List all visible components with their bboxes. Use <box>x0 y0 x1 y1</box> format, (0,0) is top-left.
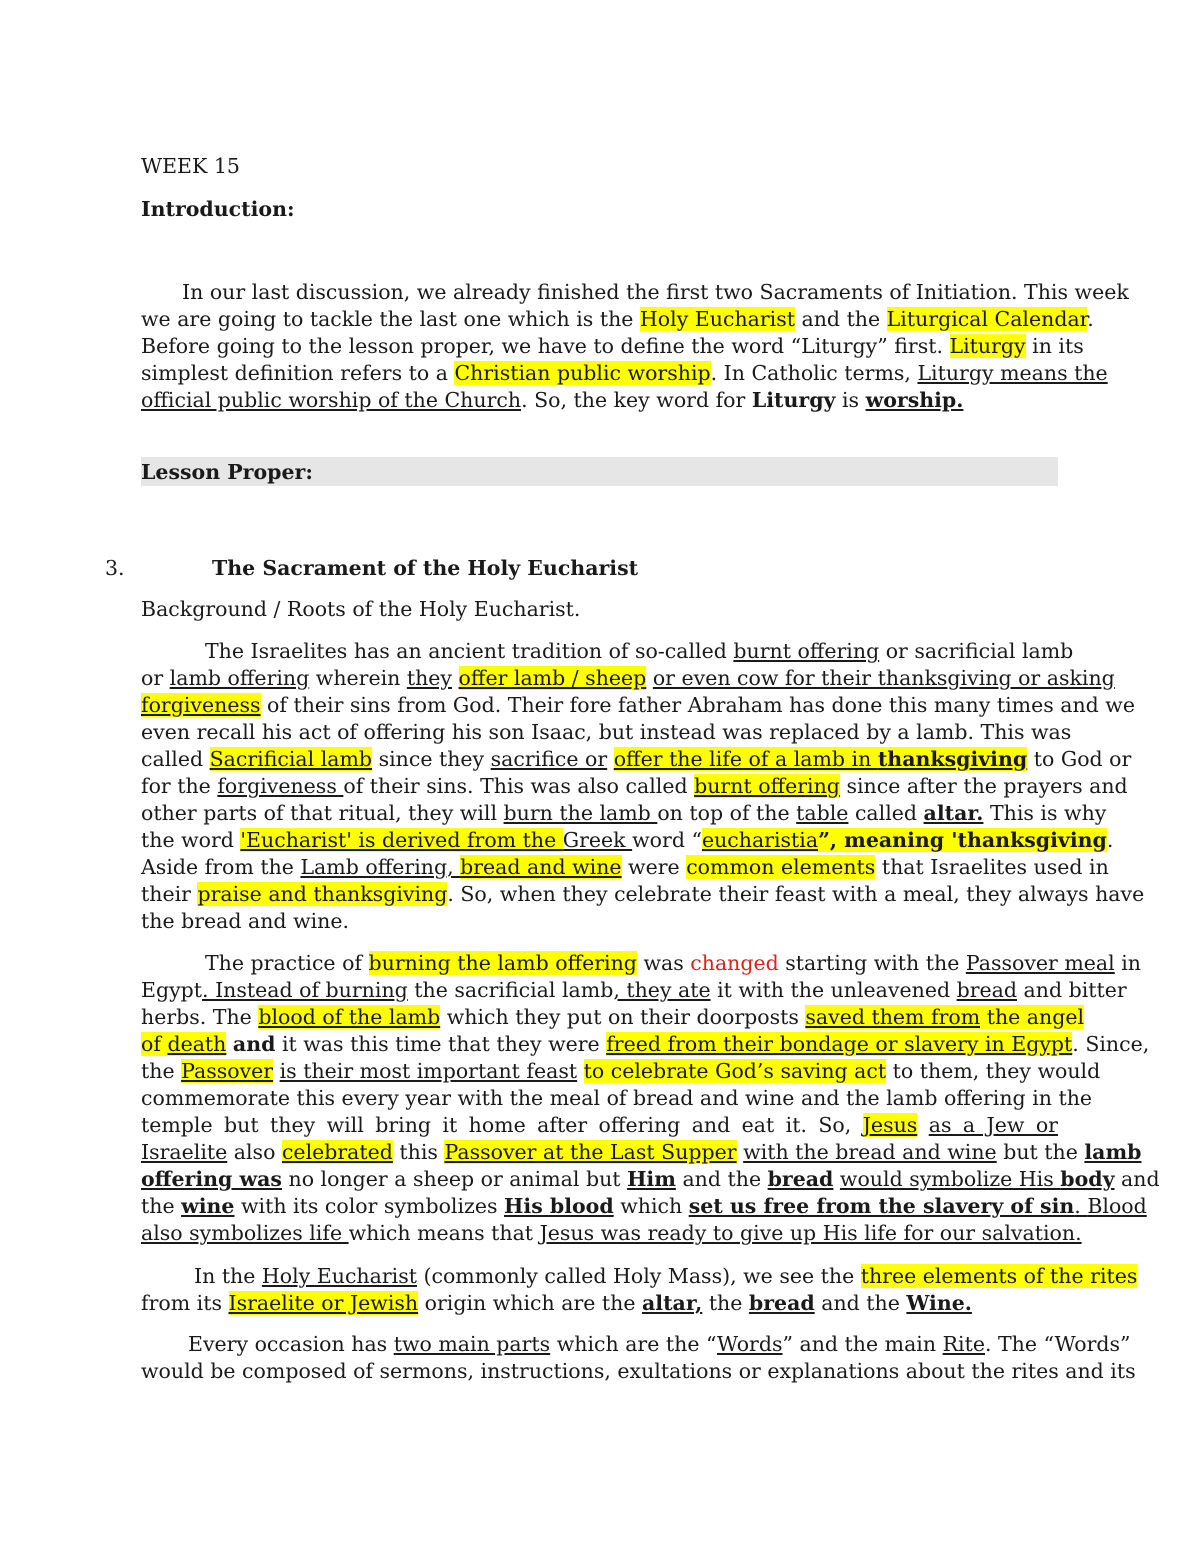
text-run: Passover at the Last Supper <box>444 1140 737 1164</box>
p2-line-1 <box>205 950 1141 977</box>
text-run: . So, the key word for <box>521 388 752 412</box>
text-run: praise and thanksgiving <box>197 882 448 906</box>
text-run: Liturgy means the <box>917 361 1108 385</box>
text-run: offer lamb / sheep <box>458 666 647 690</box>
text-run: origin which are the <box>418 1291 643 1315</box>
text-run: the <box>141 1059 182 1083</box>
text-run: Jesus <box>862 1113 918 1137</box>
intro-line-2 <box>141 306 1094 333</box>
text-run: Rite <box>942 1332 985 1356</box>
text-run: bread <box>767 1167 834 1191</box>
text-run: changed <box>690 951 779 975</box>
text-run: offer the life of a lamb in <box>613 747 878 771</box>
text-run: also <box>227 1140 282 1164</box>
text-run: was <box>636 951 691 975</box>
p3-line-2 <box>141 1290 972 1317</box>
text-run: Greek <box>562 828 633 852</box>
text-run: even recall his act of offering his son Isaac, but instead was replaced by a lamb. This was <box>141 720 1072 744</box>
text-run: celebrated <box>281 1140 393 1164</box>
text-run: other parts of that ritual, they will <box>141 801 504 825</box>
text-run: burnt offering <box>733 639 880 663</box>
text-run: or <box>141 666 170 690</box>
text-run: which <box>613 1194 689 1218</box>
week-label: WEEK 15 <box>141 154 240 178</box>
text-run: table <box>796 801 849 825</box>
text-run: the bread and wine. <box>141 909 350 933</box>
p4-line-1 <box>188 1331 1131 1358</box>
intro-line-1 <box>182 279 1129 306</box>
text-run: burn the lamb <box>503 801 658 825</box>
text-run: would be composed of sermons, instructions, exultations or explanations about the rites and its <box>141 1359 1136 1383</box>
introduction-heading: Introduction: <box>141 197 295 221</box>
section-number: 3. <box>105 556 125 580</box>
text-run: . Instead of burning <box>202 978 408 1002</box>
text-run: we are going to tackle the last one which is the <box>141 307 640 331</box>
p1-line-7 <box>141 800 1107 827</box>
text-run: official public worship of the Church <box>141 388 522 412</box>
text-run: with its color symbolizes <box>234 1194 505 1218</box>
text-run: as a Jew or <box>928 1113 1058 1137</box>
text-run: This is why <box>983 801 1107 825</box>
text-run: and the <box>675 1167 768 1191</box>
text-run: Egypt <box>141 978 203 1002</box>
text-run: of <box>141 1032 168 1056</box>
text-run: Wine. <box>906 1291 972 1315</box>
text-run: Jesus was ready to give up His life for our salvation. <box>539 1221 1082 1245</box>
intro-line-5 <box>141 387 963 414</box>
text-run: is <box>835 388 866 412</box>
text-run: . <box>1074 1194 1088 1218</box>
p2-line-3 <box>141 1004 1085 1031</box>
text-run: to celebrate God’s saving act <box>583 1059 887 1083</box>
text-run: sacrifice or <box>490 747 608 771</box>
text-run: two main parts <box>393 1332 551 1356</box>
text-run: Aside from the <box>141 855 301 879</box>
text-run: blood of the lamb <box>258 1005 441 1029</box>
text-run: . <box>1106 828 1114 852</box>
p3-line-1 <box>194 1263 1138 1290</box>
text-run: they <box>406 666 453 690</box>
text-run: Israelite or Jewish <box>228 1291 419 1315</box>
text-run: . <box>1087 307 1094 331</box>
text-run: since they <box>372 747 491 771</box>
text-run: Christian public worship <box>454 361 711 385</box>
p2-line-9 <box>141 1166 1160 1193</box>
text-run: which are the “ <box>550 1332 718 1356</box>
text-run: the sacrificial lamb <box>407 978 614 1002</box>
text-run: the word <box>141 828 241 852</box>
text-run: temple but they will bring it home after offering and eat it. So, <box>141 1113 863 1137</box>
text-run: in its <box>1025 334 1084 358</box>
text-run: for the <box>141 774 218 798</box>
text-run: which means that <box>348 1221 540 1245</box>
text-run: Words <box>717 1332 783 1356</box>
text-run: is their most important feast <box>279 1059 578 1083</box>
text-run: ” and the main <box>782 1332 943 1356</box>
p1-line-1 <box>205 638 1074 665</box>
text-run: also symbolizes life <box>141 1221 349 1245</box>
text-run: no longer a sheep or animal but <box>281 1167 628 1191</box>
text-run: their <box>141 882 198 906</box>
text-run: His blood <box>504 1194 614 1218</box>
text-run: the <box>702 1291 749 1315</box>
text-run: bread <box>956 978 1017 1002</box>
text-run: commemorate this every year with the meal of bread and wine and the lamb offering in the <box>141 1086 1093 1110</box>
p1-line-11 <box>141 908 349 935</box>
p1-line-4 <box>141 719 1072 746</box>
text-run: . Since, <box>1072 1032 1150 1056</box>
text-run: three elements of the rites <box>860 1264 1138 1288</box>
p1-line-2 <box>141 665 1115 692</box>
text-run: simplest definition refers to a <box>141 361 455 385</box>
text-run: saved them from <box>805 1005 981 1029</box>
text-run: altar. <box>923 801 984 825</box>
text-run: wherein <box>309 666 407 690</box>
p1-line-9 <box>141 854 1109 881</box>
text-run: 'Eucharist' is derived from the <box>240 828 563 852</box>
text-run: or sacrificial lamb <box>879 639 1074 663</box>
text-run: eucharistia <box>701 828 819 852</box>
text-run: , they ate <box>613 978 711 1002</box>
text-run: Every occasion has <box>188 1332 394 1356</box>
text-run: this <box>392 1140 445 1164</box>
text-run: in <box>1114 951 1141 975</box>
text-run: set us free from the slavery of sin <box>688 1194 1075 1218</box>
text-run: and bitter <box>1017 978 1127 1002</box>
text-run: called <box>141 747 210 771</box>
text-run: burnt offering <box>694 774 840 798</box>
text-run: and the <box>814 1291 907 1315</box>
text-run: lamb offering <box>169 666 310 690</box>
text-run: would symbolize His <box>839 1167 1061 1191</box>
p2-line-11 <box>141 1220 1082 1247</box>
text-run: to God or <box>1027 747 1132 771</box>
p2-line-8 <box>141 1139 1142 1166</box>
text-run: starting with the <box>778 951 966 975</box>
text-run: Lamb offering, <box>300 855 461 879</box>
text-run: Liturgical Calendar <box>886 307 1088 331</box>
lesson-proper-heading: Lesson Proper: <box>141 460 313 484</box>
text-run: bread <box>748 1291 815 1315</box>
text-run: . The “Words” <box>984 1332 1131 1356</box>
text-run: and the <box>794 307 887 331</box>
text-run <box>452 666 459 690</box>
text-run: ”, meaning 'thanksgiving <box>818 828 1107 852</box>
text-run: and <box>1114 1167 1160 1191</box>
text-run: Israelite <box>141 1140 228 1164</box>
text-run: that Israelites used in <box>875 855 1109 879</box>
text-run: In our last discussion, we already finished the first two Sacraments of Initiation. This week <box>182 280 1129 304</box>
text-run: Passover <box>181 1059 274 1083</box>
text-run: but the <box>996 1140 1085 1164</box>
text-run: Liturgy <box>949 334 1026 358</box>
text-run: or even cow for their thanksgiving or asking <box>652 666 1115 690</box>
text-run: . So, when they celebrate their feast with a meal, they always have <box>447 882 1145 906</box>
text-run: it with the unleavened <box>710 978 957 1002</box>
text-run: and <box>232 1032 276 1056</box>
intro-line-4 <box>141 360 1108 387</box>
text-run: Before going to the lesson proper, we have to define the word “Liturgy” first. <box>141 334 950 358</box>
text-run: forgiveness <box>141 693 261 717</box>
text-run: Holy Eucharist <box>261 1264 417 1288</box>
text-run <box>607 747 614 771</box>
text-run: The practice of <box>205 951 369 975</box>
text-run: offering was <box>141 1167 282 1191</box>
text-run: altar, <box>642 1291 703 1315</box>
text-run: the angel <box>980 1005 1085 1029</box>
text-run: of their sins from God. Their fore father Abraham has done this many times and we <box>260 693 1135 717</box>
intro-line-3 <box>141 333 1084 360</box>
text-run: Holy Eucharist <box>639 307 795 331</box>
text-run: of their sins. This was also called <box>343 774 695 798</box>
text-run: bread and wine <box>460 855 622 879</box>
p2-line-4 <box>141 1031 1150 1058</box>
p1-line-3 <box>141 692 1135 719</box>
text-run: lamb <box>1084 1140 1142 1164</box>
text-run <box>577 1059 584 1083</box>
text-run: to them, they would <box>886 1059 1101 1083</box>
text-run <box>917 1113 928 1137</box>
background-heading: Background / Roots of the Holy Eucharist. <box>141 597 581 621</box>
text-run: called <box>848 801 924 825</box>
text-run: . In Catholic terms, <box>710 361 918 385</box>
text-run: Blood <box>1087 1194 1147 1218</box>
p2-line-10 <box>141 1193 1147 1220</box>
text-run: from its <box>141 1291 229 1315</box>
text-run: burning the lamb offering <box>368 951 637 975</box>
text-run: it was this time that they were <box>275 1032 607 1056</box>
text-run: common elements <box>686 855 876 879</box>
text-run: body <box>1060 1167 1115 1191</box>
p1-line-10 <box>141 881 1145 908</box>
text-run: which they put on their doorposts <box>440 1005 806 1029</box>
p1-line-6 <box>141 773 1128 800</box>
text-run: since after the prayers and <box>839 774 1128 798</box>
p2-line-6 <box>141 1085 1093 1112</box>
text-run: Him <box>627 1167 676 1191</box>
text-run: death <box>167 1032 227 1056</box>
text-run: Liturgy <box>751 388 836 412</box>
text-run: wine <box>181 1194 235 1218</box>
text-run: on top of the <box>657 801 797 825</box>
text-run: thanksgiving <box>877 747 1028 771</box>
p2-line-5 <box>141 1058 1101 1085</box>
text-run: In the <box>194 1264 262 1288</box>
text-run: The Israelites has an ancient tradition of so-called <box>205 639 734 663</box>
text-run: were <box>621 855 687 879</box>
text-run: the <box>141 1194 182 1218</box>
text-run: herbs. The <box>141 1005 259 1029</box>
section-title: The Sacrament of the Holy Eucharist <box>212 556 639 580</box>
text-run: word “ <box>632 828 702 852</box>
text-run: freed from their bondage or slavery in Egypt <box>606 1032 1073 1056</box>
p2-line-7 <box>141 1112 1058 1139</box>
p1-line-5 <box>141 746 1132 773</box>
text-run: worship. <box>865 388 964 412</box>
p1-line-8 <box>141 827 1114 854</box>
text-run: (commonly called Holy Mass), we see the <box>416 1264 861 1288</box>
text-run: with the bread and wine <box>743 1140 997 1164</box>
text-run: Sacrificial lamb <box>209 747 373 771</box>
text-run: Passover meal <box>965 951 1115 975</box>
text-run: forgiveness <box>217 774 344 798</box>
p2-line-2 <box>141 977 1127 1004</box>
p4-line-2 <box>141 1358 1136 1385</box>
